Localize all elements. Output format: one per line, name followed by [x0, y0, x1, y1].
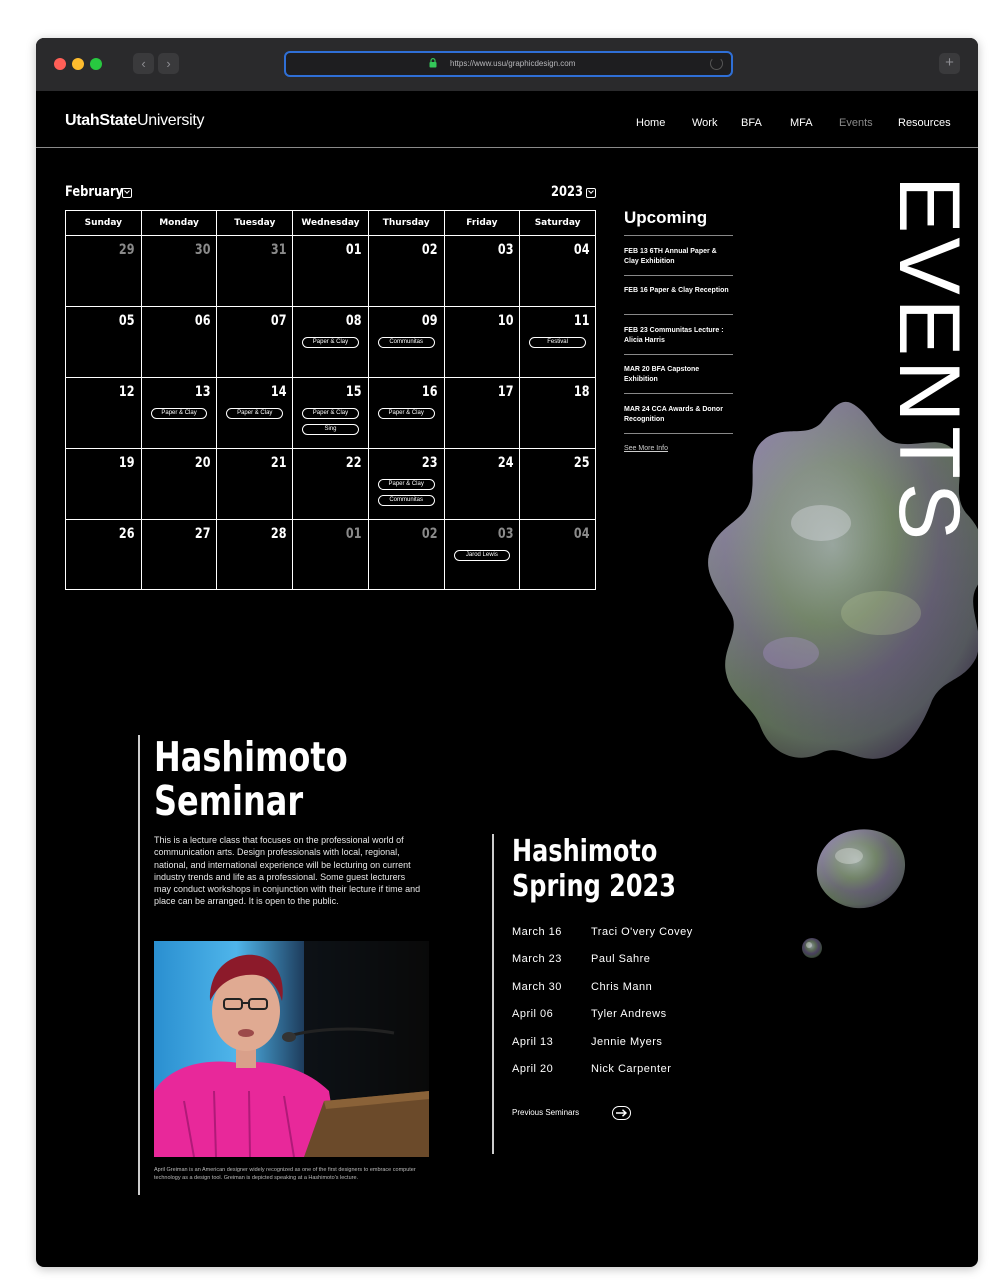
iridescent-blob-small [811, 826, 909, 912]
weekday-header: Wednesday [293, 211, 369, 236]
upcoming-divider [624, 433, 733, 434]
calendar-day-cell[interactable] [217, 449, 293, 520]
upcoming-divider [624, 314, 733, 315]
calendar-week-row [66, 236, 596, 307]
schedule-speaker: Jennie Myers [591, 1036, 663, 1048]
calendar-week-row [66, 307, 596, 378]
url-text: https://www.usu/graphicdesign.com [450, 59, 576, 68]
calendar-weekday-row [66, 211, 596, 236]
day-number: 30 [194, 242, 211, 258]
calendar-day-cell[interactable] [293, 449, 369, 520]
nav-home[interactable]: Home [636, 117, 666, 129]
calendar-day-cell[interactable] [368, 449, 444, 520]
event-pill[interactable]: Paper & Clay [302, 408, 359, 419]
calendar-year[interactable]: 2023 [551, 184, 583, 200]
weekday-header: Friday [444, 211, 520, 236]
lock-icon [429, 58, 437, 68]
reload-icon[interactable] [710, 57, 723, 70]
event-pill[interactable]: Jarod Lewis [454, 550, 511, 561]
day-number: 25 [573, 455, 589, 471]
calendar-day-cell[interactable] [368, 520, 444, 590]
see-more-link[interactable]: See More Info [624, 445, 668, 452]
schedule-speaker: Nick Carpenter [591, 1063, 672, 1075]
calendar-month[interactable]: February [65, 184, 124, 200]
seminar-title [154, 735, 348, 823]
calendar-day-cell[interactable] [444, 236, 520, 307]
weekday-header: Monday [141, 211, 217, 236]
day-number: 06 [194, 313, 211, 329]
calendar-day-cell[interactable] [141, 378, 217, 449]
day-number: 28 [270, 526, 287, 542]
close-window-button[interactable] [54, 58, 66, 70]
calendar-day-cell[interactable] [141, 236, 217, 307]
day-number: 03 [497, 242, 514, 258]
calendar-day-cell[interactable] [368, 307, 444, 378]
calendar-day-cell[interactable] [520, 236, 596, 307]
nav-bfa[interactable]: BFA [741, 117, 762, 129]
logo-bold: UtahState [65, 112, 137, 129]
day-number: 05 [119, 313, 135, 329]
weekday-header: Tuesday [217, 211, 293, 236]
plus-icon: + [945, 54, 954, 71]
previous-seminars-link[interactable]: Previous Seminars [512, 1108, 580, 1117]
calendar-day-cell[interactable] [141, 520, 217, 590]
calendar-week-row [66, 378, 596, 449]
speaker-photo [154, 941, 429, 1157]
forward-button[interactable] [158, 53, 179, 74]
calendar-day-cell[interactable] [444, 520, 520, 590]
calendar-day-cell[interactable] [66, 307, 142, 378]
arrow-right-circle-icon[interactable] [612, 1106, 631, 1120]
nav-resources[interactable]: Resources [898, 117, 951, 129]
weekday-header: Sunday [66, 211, 142, 236]
calendar-day-cell[interactable] [368, 236, 444, 307]
day-number: 10 [497, 313, 514, 329]
day-number: 21 [270, 455, 287, 471]
calendar-week-row [66, 449, 596, 520]
day-number: 26 [119, 526, 135, 542]
weekday-header: Saturday [520, 211, 596, 236]
calendar-day-cell[interactable] [444, 449, 520, 520]
iridescent-blob-tiny [800, 936, 824, 960]
calendar-day-cell[interactable] [141, 307, 217, 378]
year-dropdown-icon[interactable] [586, 188, 596, 198]
upcoming-item[interactable]: MAR 24 CCA Awards & Donor Recognition [624, 406, 723, 423]
event-pill[interactable]: Paper & Clay [378, 408, 435, 419]
schedule-date: March 30 [512, 981, 562, 993]
calendar-day-cell[interactable] [217, 236, 293, 307]
day-number: 02 [421, 526, 438, 542]
seminar-description: This is a lecture class that focuses on the professional world of communication arts. Design professionals with local, regional, national, and international experience will be lecturing on current industry trends and life as a professional. Some guest lecturers may conduct workshops in conjunction with their lecture if time and place can be arranged. It is open to the public. [154, 835, 421, 907]
schedule-speaker: Paul Sahre [591, 953, 651, 965]
calendar-day-cell[interactable] [66, 449, 142, 520]
day-number: 04 [573, 526, 589, 542]
event-pill[interactable]: Communitas [378, 337, 435, 348]
upcoming-item[interactable]: FEB 13 6TH Annual Paper & Clay Exhibition [624, 248, 717, 265]
calendar-grid [65, 210, 596, 590]
nav-events[interactable]: Events [839, 117, 873, 129]
calendar-day-cell[interactable] [520, 520, 596, 590]
schedule-speaker: Traci O'very Covey [591, 926, 693, 938]
schedule-date: April 20 [512, 1063, 554, 1075]
upcoming-divider [624, 354, 733, 355]
schedule-date: March 16 [512, 926, 562, 938]
calendar-day-cell[interactable] [293, 378, 369, 449]
calendar-day-cell[interactable] [520, 307, 596, 378]
day-number: 27 [194, 526, 211, 542]
event-pill[interactable]: Paper & Clay [151, 408, 208, 419]
day-number: 29 [119, 242, 135, 258]
calendar-week-row [66, 520, 596, 590]
schedule-speaker: Tyler Andrews [591, 1008, 667, 1020]
back-button[interactable] [133, 53, 154, 74]
upcoming-title: Upcoming [624, 208, 708, 227]
seminar-vertical-rule [138, 735, 140, 1195]
browser-titlebar [36, 38, 978, 91]
zoom-window-button[interactable] [90, 58, 102, 70]
day-number: 20 [194, 455, 211, 471]
schedule-date: April 13 [512, 1036, 554, 1048]
new-tab-button[interactable] [939, 53, 960, 74]
seminar-title-line2: Seminar [154, 777, 304, 825]
day-number: 16 [421, 384, 438, 400]
schedule-date: April 06 [512, 1008, 554, 1020]
upcoming-divider [624, 235, 733, 236]
day-number: 02 [421, 242, 438, 258]
month-dropdown-icon[interactable] [122, 188, 132, 198]
schedule-date: March 23 [512, 953, 562, 965]
seminar-title-line1: Hashimoto [154, 733, 348, 781]
calendar-day-cell[interactable] [141, 449, 217, 520]
event-pill[interactable]: Paper & Clay [378, 479, 435, 490]
chevron-left-icon: ‹ [141, 56, 146, 71]
day-number: 22 [346, 455, 362, 471]
calendar-day-cell[interactable] [520, 449, 596, 520]
day-number: 11 [573, 313, 589, 329]
calendar-day-cell[interactable] [217, 520, 293, 590]
logo-regular: University [136, 112, 205, 129]
events-vertical-heading: EVENTS [881, 176, 977, 545]
day-number: 24 [497, 455, 514, 471]
day-number: 03 [497, 526, 514, 542]
spring-title-line1: Hashimoto [512, 834, 658, 869]
chevron-right-icon: › [166, 56, 171, 71]
calendar-day-cell[interactable] [293, 520, 369, 590]
event-pill[interactable]: Festival [529, 337, 586, 348]
day-number: 09 [421, 313, 438, 329]
minimize-window-button[interactable] [72, 58, 84, 70]
day-number: 14 [270, 384, 287, 400]
upcoming-item[interactable]: FEB 16 Paper & Clay Reception [624, 287, 729, 294]
calendar-day-cell[interactable] [66, 378, 142, 449]
day-number: 15 [346, 384, 362, 400]
day-number: 19 [119, 455, 135, 471]
spring-title [512, 834, 676, 904]
browser-window [36, 38, 978, 1267]
upcoming-divider [624, 275, 733, 276]
upcoming-item[interactable]: MAR 20 BFA Capstone Exhibition [624, 366, 700, 383]
calendar-day-cell[interactable] [217, 307, 293, 378]
day-number: 01 [346, 526, 362, 542]
header-divider [36, 147, 978, 148]
weekday-header: Thursday [368, 211, 444, 236]
day-number: 13 [194, 384, 211, 400]
address-bar[interactable] [284, 51, 733, 77]
day-number: 07 [270, 313, 287, 329]
calendar-day-cell[interactable] [368, 378, 444, 449]
event-pill[interactable]: Paper & Clay [226, 408, 283, 419]
upcoming-item[interactable]: FEB 23 Communitas Lecture : Alicia Harris [624, 327, 724, 344]
day-number: 08 [346, 313, 362, 329]
day-number: 01 [346, 242, 362, 258]
calendar-day-cell[interactable] [444, 378, 520, 449]
calendar-day-cell[interactable] [66, 520, 142, 590]
calendar-day-cell[interactable] [444, 307, 520, 378]
nav-mfa[interactable]: MFA [790, 117, 813, 129]
calendar-day-cell[interactable] [66, 236, 142, 307]
calendar-body [66, 236, 596, 590]
event-pill[interactable]: Paper & Clay [302, 337, 359, 348]
spring-title-line2: Spring 2023 [512, 869, 676, 904]
day-number: 12 [119, 384, 135, 400]
event-pill[interactable]: Sing [302, 424, 359, 435]
site-logo[interactable] [65, 112, 204, 130]
calendar-day-cell[interactable] [293, 307, 369, 378]
nav-work[interactable]: Work [692, 117, 718, 129]
calendar-day-cell[interactable] [520, 378, 596, 449]
day-number: 31 [270, 242, 287, 258]
photo-caption: April Greiman is an American designer widely recognized as one of the first designers to embrace computer technology as a design tool. Greiman is depicted speaking at a Hashimoto's lecture. [154, 1167, 416, 1181]
day-number: 23 [421, 455, 438, 471]
schedule-speaker: Chris Mann [591, 981, 653, 993]
upcoming-divider [624, 393, 733, 394]
calendar-day-cell[interactable] [217, 378, 293, 449]
spring-vertical-rule [492, 834, 494, 1154]
day-number: 18 [573, 384, 589, 400]
day-number: 04 [573, 242, 589, 258]
calendar-day-cell[interactable] [293, 236, 369, 307]
event-pill[interactable]: Communitas [378, 495, 435, 506]
day-number: 17 [497, 384, 514, 400]
